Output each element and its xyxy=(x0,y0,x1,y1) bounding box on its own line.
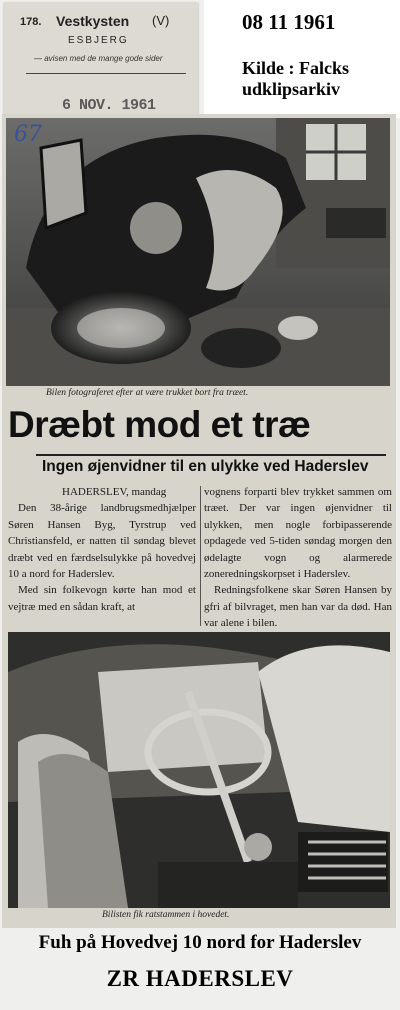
clip-number: 178. xyxy=(20,16,42,28)
article-paragraph: Den 38-årige landbrugsmedhjælper Søren Hansen Byg, Tyrstrup ved Christiansfeld, er natten til søndag blevet dræbt ved en færdselsulykke på hovedvej 10 a nord for Haderslev. xyxy=(8,502,196,581)
article-paragraph: Redningsfolkene skar Søren Hansen by gfri af bilvraget, men han var da død. Han var alene i bilen. xyxy=(204,584,392,630)
article-dateline: HADERSLEV, mandag xyxy=(62,486,167,498)
newspaper-clipping xyxy=(2,114,396,928)
archive-source-line1: Kilde : Falcks xyxy=(242,58,349,78)
date-stamp: 6 NOV. 1961 xyxy=(62,97,156,114)
article-column-2 xyxy=(204,484,392,632)
car-interior-photo xyxy=(8,632,390,908)
footer-subtitle: ZR HADERSLEV xyxy=(106,966,294,991)
article-paragraph: Med sin folkevogn kørte han mod et vejtræ med en sådan kraft, at xyxy=(8,584,196,613)
newspaper-party: (V) xyxy=(152,13,170,28)
newspaper-name: Vestkysten xyxy=(56,13,130,29)
archive-date: 08 11 1961 xyxy=(242,10,336,34)
archive-source-line2: udklipsarkiv xyxy=(242,79,341,99)
footer-title: Fuh på Hovedvej 10 nord for Haderslev xyxy=(38,932,362,953)
headline-rule xyxy=(36,454,386,456)
wrecked-car-photo xyxy=(6,118,390,386)
handwritten-number: 67 xyxy=(14,122,42,147)
label-divider xyxy=(26,73,186,74)
newspaper-city: ESBJERG xyxy=(68,35,129,46)
photo1-caption: Bilen fotograferet efter at være trukket bort fra træet. xyxy=(46,388,249,398)
archive-card xyxy=(204,0,400,118)
photo2-caption: Bilisten fik ratstammen i hovedet. xyxy=(102,910,230,920)
article-headline: Dræbt mod et træ xyxy=(8,404,311,445)
newspaper-clip-label xyxy=(4,2,198,114)
newspaper-motto: — avisen med de mange gode sider xyxy=(34,54,163,63)
article-subheadline: Ingen øjenvidner til en ulykke ved Haderslev xyxy=(42,458,369,475)
article-paragraph: vognens forparti blev trykket sammen om træet. Der var ingen øjenvidner til ulykken, men nogle forbipasserende opdagede ved 5-tiden søndag morgen den ødelagte vogn og alarmerede zoneredningskorpset i Haderslev. xyxy=(204,486,392,581)
article-column-1 xyxy=(8,484,196,615)
column-divider xyxy=(200,486,201,626)
